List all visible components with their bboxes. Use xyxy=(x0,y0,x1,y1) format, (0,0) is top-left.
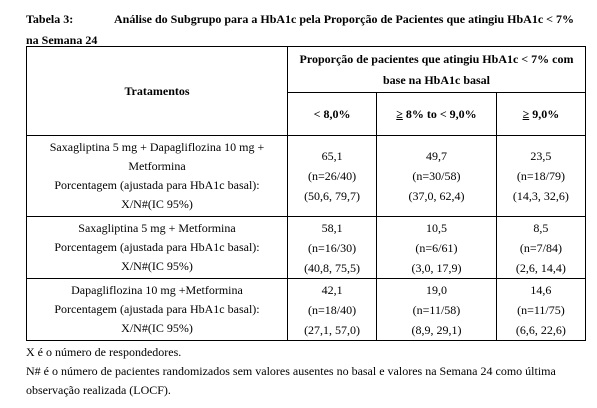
n-value: (n=6/61) xyxy=(415,240,458,255)
pct-value: 58,1 xyxy=(321,220,343,235)
treatment-subtitle: Porcentagem (ajustada para HbA1c basal): xyxy=(54,302,260,316)
treatment-name: Dapagliflozina 10 mg +Metformina xyxy=(71,283,243,297)
value-cell xyxy=(377,217,497,279)
pct-value: 42,1 xyxy=(321,282,343,297)
footnote: N# é o número de pacientes randomizados sem valores ausentes no basal e valores na Semana 24 como última observação realizada (LOCF). xyxy=(26,364,556,397)
header-row xyxy=(27,47,586,93)
treatment-metric: X/N#(IC 95%) xyxy=(121,321,193,335)
n-value: (n=26/40) xyxy=(308,169,357,183)
table-caption xyxy=(26,9,586,51)
ci-value: (2,6, 14,4) xyxy=(515,260,566,275)
treatment-cell xyxy=(27,217,288,279)
footnote: X é o número de respondedores. xyxy=(26,345,182,359)
value-cell xyxy=(288,279,377,341)
n-value: (n=30/58) xyxy=(412,169,461,183)
ci-value: (6,6, 22,6) xyxy=(515,322,566,337)
subgroup-analysis-table xyxy=(26,46,586,341)
n-value: (n=11/58) xyxy=(412,302,461,317)
pct-value: 23,5 xyxy=(530,149,552,163)
value-cell xyxy=(496,217,585,279)
n-value: (n=16/30) xyxy=(308,240,357,255)
table-row xyxy=(27,217,586,279)
pct-value: 8,5 xyxy=(533,220,549,235)
subgroup-symbol: ≥ xyxy=(522,107,530,121)
table-row xyxy=(27,279,586,341)
treatment-cell xyxy=(27,279,288,341)
treatment-subtitle: Porcentagem (ajustada para HbA1c basal): xyxy=(54,240,260,254)
value-cell xyxy=(288,217,377,279)
treatment-metric: X/N#(IC 95%) xyxy=(121,259,193,273)
subgroup-header xyxy=(496,93,585,136)
ci-value: (14,3, 32,6) xyxy=(512,189,569,203)
header-treatments: Tratamentos xyxy=(27,47,288,136)
treatment-metric: X/N#(IC 95%) xyxy=(121,197,193,211)
caption-title: Análise do Subgrupo para a HbA1c pela Proporção de Pacientes que atingiu HbA1c < 7% na Semana 24 xyxy=(26,12,574,47)
pct-value: 65,1 xyxy=(321,149,343,163)
value-cell xyxy=(377,279,497,341)
footnotes xyxy=(26,343,586,400)
ci-value: (50,6, 79,7) xyxy=(304,189,361,203)
value-cell xyxy=(496,279,585,341)
treatment-name: Saxagliptina 5 mg + Dapagliflozina 10 mg + Metformina xyxy=(49,140,265,173)
n-value: (n=11/75) xyxy=(517,302,565,317)
caption-label: Tabela 3: xyxy=(26,12,74,26)
subgroup-label: 8% to < 9,0% xyxy=(402,107,477,121)
ci-value: (27,1, 57,0) xyxy=(304,322,361,337)
n-value: (n=18/40) xyxy=(308,302,357,317)
pct-value: 14,6 xyxy=(530,282,552,297)
treatment-cell xyxy=(27,136,288,217)
subgroup-header xyxy=(288,93,377,136)
pct-value: 49,7 xyxy=(425,149,447,163)
n-value: (n=7/84) xyxy=(519,240,562,255)
subgroup-header xyxy=(377,93,497,136)
subgroup-symbol: ≥ xyxy=(396,107,403,121)
pct-value: 10,5 xyxy=(425,220,447,235)
value-cell xyxy=(496,136,585,217)
header-proportion: Proporção de pacientes que atingiu HbA1c < 7% com base na HbA1c basal xyxy=(288,47,586,93)
treatment-subtitle: Porcentagem (ajustada para HbA1c basal): xyxy=(54,178,260,192)
n-value: (n=18/79) xyxy=(516,169,565,183)
subgroup-label: < 8,0% xyxy=(313,107,351,121)
ci-value: (8,9, 29,1) xyxy=(411,322,462,337)
ci-value: (40,8, 75,5) xyxy=(304,260,361,275)
value-cell xyxy=(377,136,497,217)
ci-value: (3,0, 17,9) xyxy=(411,260,462,275)
subgroup-label: 9,0% xyxy=(529,107,560,121)
ci-value: (37,0, 62,4) xyxy=(408,189,465,203)
pct-value: 19,0 xyxy=(425,282,447,297)
treatment-name: Saxagliptina 5 mg + Metformina xyxy=(78,221,236,235)
table-row xyxy=(27,136,586,217)
value-cell xyxy=(288,136,377,217)
